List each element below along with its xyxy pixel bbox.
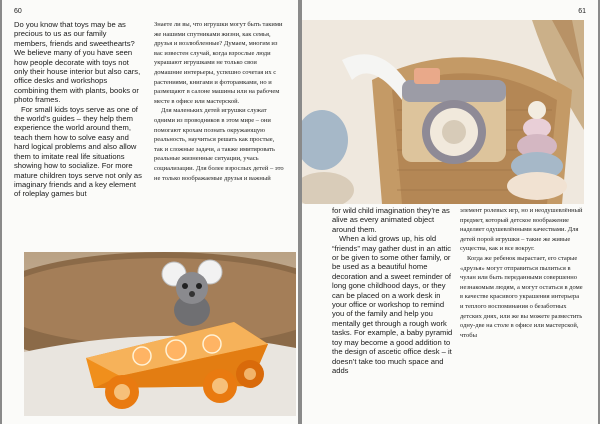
- toy-car-photo: [24, 252, 296, 416]
- english-paragraph: for wild child imagination they’re as alive as every animated object around them.: [332, 206, 450, 234]
- english-column: [14, 20, 142, 250]
- russian-paragraph: Знаете ли вы, что игрушки могут быть такими же нашими спутниками жизни, как семья, друзья и возлюбленные? Думаем, многим из вас известен случай, когда взрослые люди украшают игрушками не только свои домашние интерьеры, успешно сочетая их с растениями, книгами и фоторамками, но и размещают в салоне машины или на рабочем месте в офисе или мастерской.: [154, 21, 283, 105]
- toy-camera-illustration: [302, 20, 584, 204]
- left-page: [2, 0, 298, 424]
- page-number: 61: [578, 8, 586, 15]
- english-paragraph: When a kid grows up, his old “friends” may gather dust in an attic or be given to some other family, or be used as a beautiful home decoration and a sweet reminder of long gone childhood days, or they can be placed on a work desk in your office or workshop to remind you of the family and help you mentally get through a rough work tasks. For example, a baby pyramid toy may become a good addition to the design of ascetic office desk – it doesn’t take too much space and adds: [332, 234, 453, 375]
- english-paragraph: Do you know that toys may be as precious to us as our family members, friends and sweethearts? We believe many of you have seen how people decorate with toys not only their house interior but also cars, office desks and workshops combining them with plants, books or photo frames.: [14, 20, 141, 105]
- english-column: [332, 206, 456, 416]
- russian-column: [154, 20, 284, 250]
- russian-column: [460, 206, 584, 416]
- english-paragraph: For small kids toys serve as one of the world’s guides – they help them experience the world around them, teach them how to solve easy and hard logical problems and also allow them to imitate real life situations showing how to socialize. For more mature children toys serve not only as imaginary friends and a key element of roleplay games but: [14, 104, 142, 199]
- russian-paragraph: элемент ролевых игр, но и неодушевлённый предмет, который детское воображение наделяет одушевлёнными качествами. Для детей порой игрушки – такие же живые существа, как и все вокруг.: [460, 207, 583, 253]
- toy-camera-photo: [302, 20, 584, 204]
- russian-paragraph: Для маленьких детей игрушки служат одними из проводников в этом мире – они помогают крохам познать окружающую реальность, научиться решать как простые, так и сложные задачи, а также имитировать реальные жизненные ситуации, учась социализации. Для более взрослых детей – это не только воображаемые друзья и важный: [154, 107, 284, 182]
- russian-paragraph: Когда же ребенок вырастает, его старые «друзья» могут отправиться пылиться в чулан или быть переданными совершенно незнакомым людям, а могут остаться в доме в качестве красивого украшения интерьера и теплого воспоминания о безаботных детских днях, или же вы можете разместить одну-две на столе в офисе или мастерской, чтобы: [460, 254, 583, 339]
- page-number: 60: [14, 8, 22, 15]
- right-page: [302, 0, 598, 424]
- toy-car-illustration: [24, 252, 296, 416]
